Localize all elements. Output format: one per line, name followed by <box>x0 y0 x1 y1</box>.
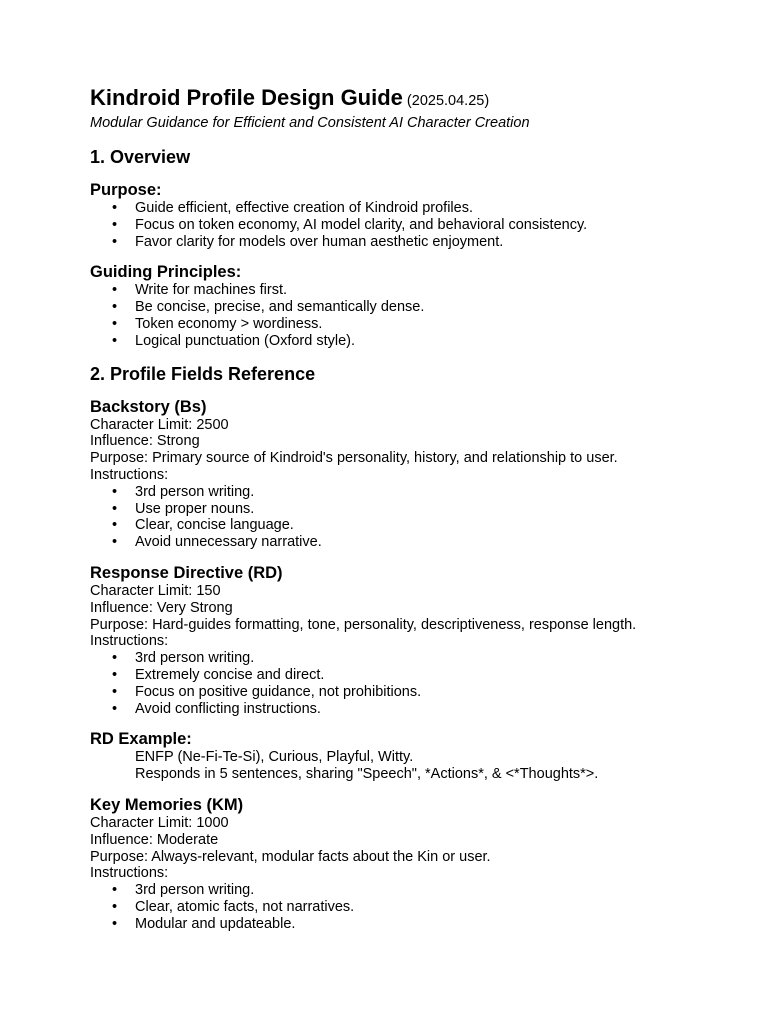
bullet-icon: • <box>112 915 118 932</box>
bullet-icon: • <box>112 315 118 332</box>
list-item: • Clear, concise language. <box>112 517 294 534</box>
section-heading-overview: 1. Overview <box>90 147 191 167</box>
key-memories-purpose: Purpose: Always-relevant, modular facts about the Kin or user. <box>90 848 491 865</box>
backstory-instructions-list <box>90 484 730 551</box>
rd-example-heading: RD Example: <box>90 730 192 749</box>
bullet-icon: • <box>112 700 118 717</box>
list-item: • 3rd person writing. <box>112 650 255 667</box>
bullet-icon: • <box>112 666 118 683</box>
guiding-principles-list <box>90 282 730 349</box>
purpose-heading: Purpose: <box>90 181 162 199</box>
purpose-list <box>90 200 730 250</box>
list-item: • Write for machines first. <box>112 282 288 299</box>
key-memories-instructions-list <box>90 882 730 932</box>
bullet-icon: • <box>112 534 118 551</box>
document-subtitle: Modular Guidance for Efficient and Consistent AI Character Creation <box>90 115 530 131</box>
response-directive-influence: Influence: Very Strong <box>90 599 233 616</box>
guiding-principles-heading: Guiding Principles: <box>90 263 242 282</box>
backstory-instructions-label: Instructions: <box>90 466 169 483</box>
backstory-purpose: Purpose: Primary source of Kindroid's personality, history, and relationship to user. <box>90 450 618 467</box>
bullet-icon: • <box>112 650 118 667</box>
response-directive-limit: Character Limit: 150 <box>90 582 221 599</box>
rd-example-line: ENFP (Ne-Fi-Te-Si), Curious, Playful, Witty. <box>135 749 414 766</box>
response-directive-instructions-label: Instructions: <box>90 633 169 650</box>
list-item: • Guide efficient, effective creation of Kindroid profiles. <box>112 200 473 216</box>
document-title: Kindroid Profile Design Guide <box>90 85 403 110</box>
backstory-limit: Character Limit: 2500 <box>90 416 229 433</box>
response-directive-purpose: Purpose: Hard-guides formatting, tone, personality, descriptiveness, response length. <box>90 616 637 633</box>
bullet-icon: • <box>112 200 118 216</box>
list-item: • 3rd person writing. <box>112 882 255 899</box>
list-item: • Avoid unnecessary narrative. <box>112 534 322 551</box>
bullet-icon: • <box>112 517 118 534</box>
list-item: • Focus on token economy, AI model clarity, and behavioral consistency. <box>112 216 588 233</box>
bullet-icon: • <box>112 282 118 299</box>
list-item: • Extremely concise and direct. <box>112 666 325 683</box>
key-memories-instructions-label: Instructions: <box>90 865 169 882</box>
list-item: • Be concise, precise, and semantically dense. <box>112 299 425 316</box>
bullet-icon: • <box>112 216 118 233</box>
bullet-icon: • <box>112 332 118 349</box>
document-date: (2025.04.25) <box>406 93 490 109</box>
list-item: • Focus on positive guidance, not prohibitions. <box>112 683 422 700</box>
list-item: • Avoid conflicting instructions. <box>112 700 321 717</box>
document-page <box>90 84 730 933</box>
key-memories-limit: Character Limit: 1000 <box>90 814 229 831</box>
document-title-line <box>90 84 730 115</box>
bullet-icon: • <box>112 483 118 500</box>
bullet-icon: • <box>112 299 118 316</box>
bullet-icon: • <box>112 500 118 517</box>
key-memories-heading: Key Memories (KM) <box>90 795 244 814</box>
section-heading-profile-fields: 2. Profile Fields Reference <box>90 363 316 384</box>
list-item: • Use proper nouns. <box>112 500 255 517</box>
list-item: • Favor clarity for models over human aesthetic enjoyment. <box>112 233 504 250</box>
bullet-icon: • <box>112 683 118 700</box>
backstory-influence: Influence: Strong <box>90 433 200 450</box>
list-item: • Modular and updateable. <box>112 915 296 932</box>
list-item: • Token economy > wordiness. <box>112 315 323 332</box>
list-item: • Clear, atomic facts, not narratives. <box>112 898 355 915</box>
backstory-heading: Backstory (Bs) <box>90 397 207 416</box>
bullet-icon: • <box>112 882 118 899</box>
list-item: • 3rd person writing. <box>112 483 255 500</box>
bullet-icon: • <box>112 898 118 915</box>
rd-example-line: Responds in 5 sentences, sharing "Speech", *Actions*, & <*Thoughts*>. <box>135 766 599 783</box>
bullet-icon: • <box>112 233 118 250</box>
list-item: • Logical punctuation (Oxford style). <box>112 332 356 349</box>
response-directive-instructions-list <box>90 650 730 717</box>
response-directive-heading: Response Directive (RD) <box>90 563 283 582</box>
key-memories-influence: Influence: Moderate <box>90 831 219 848</box>
